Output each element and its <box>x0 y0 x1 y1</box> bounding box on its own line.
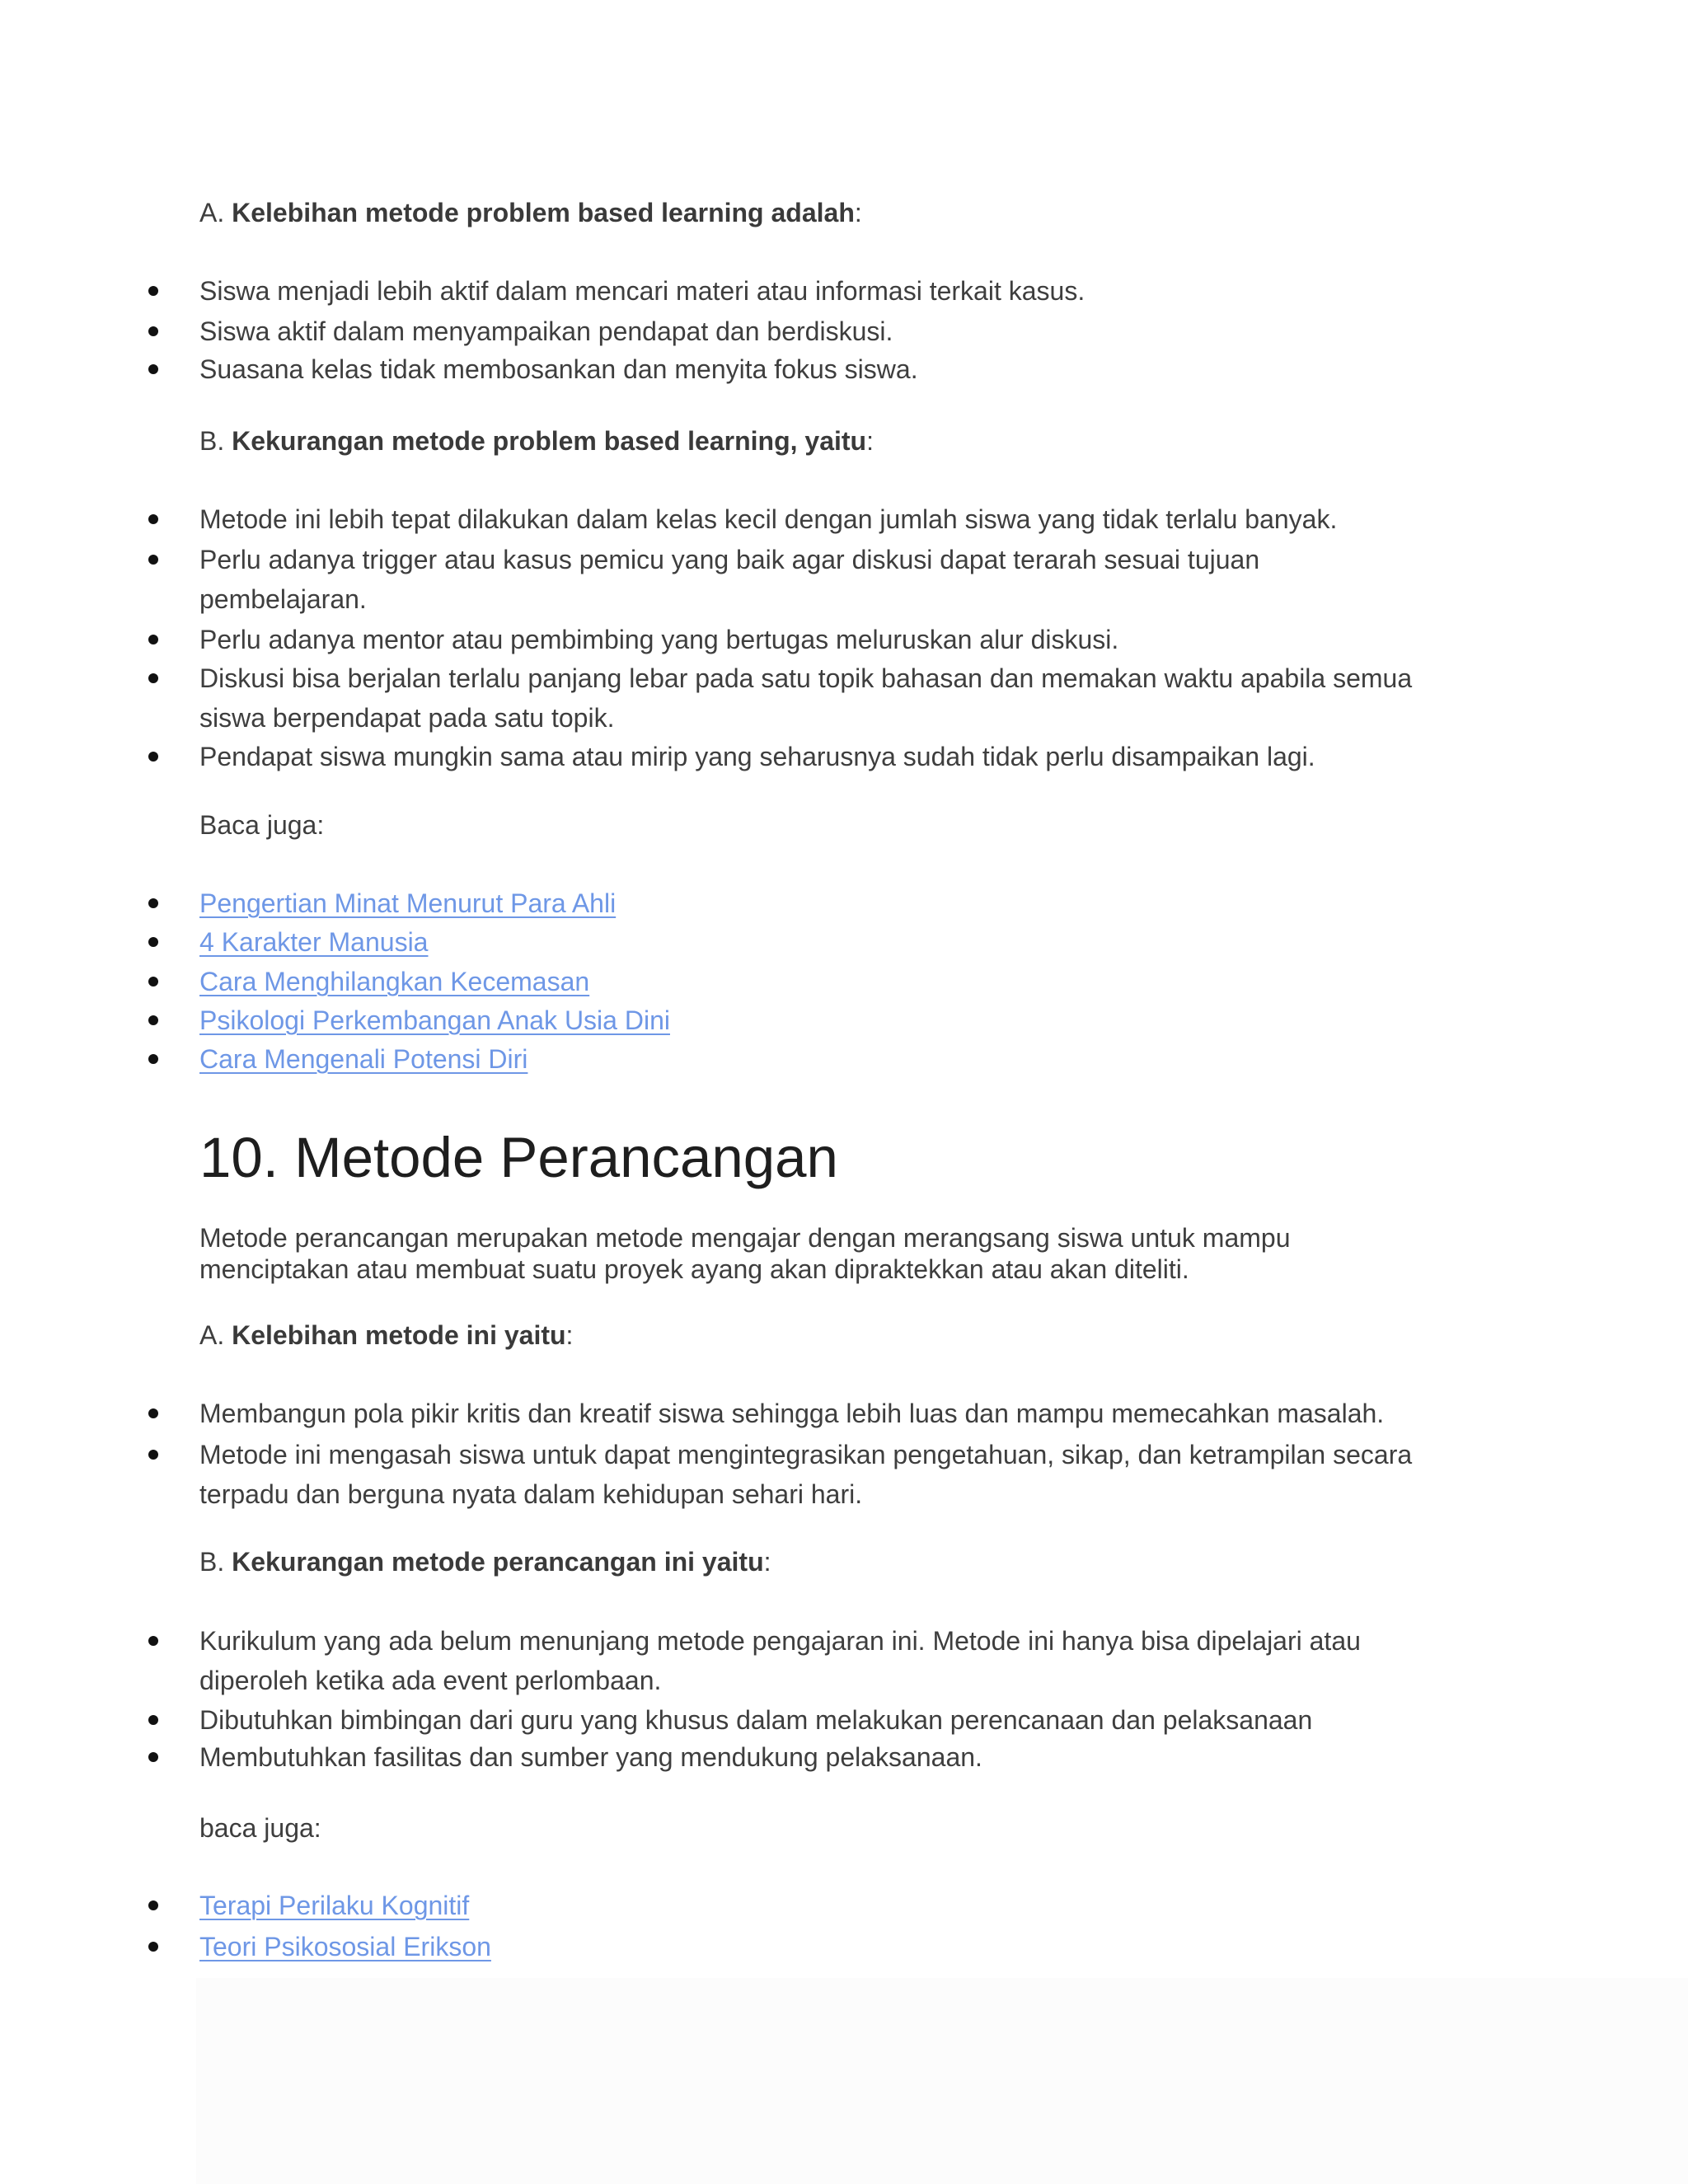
list-item: Perlu adanya trigger atau kasus pemicu yang baik agar diskusi dapat terarah sesuai tujuan pembelajaran. <box>199 545 1260 614</box>
bullet-icon <box>148 752 158 762</box>
list-item: Suasana kelas tidak membosankan dan menyita fokus siswa. <box>199 354 918 384</box>
section-title: Kekurangan metode problem based learning, yaitu <box>232 426 867 456</box>
list-item <box>199 1886 1469 1925</box>
bullet-icon <box>148 1015 158 1025</box>
bullet-icon <box>148 1054 158 1064</box>
bullet-icon <box>148 555 158 565</box>
bullet-icon <box>148 1900 158 1910</box>
section-suffix: : <box>866 426 874 456</box>
pbl-kekurangan-heading <box>199 426 874 457</box>
bullet-icon <box>148 635 158 644</box>
list-item <box>199 883 1469 923</box>
list-item: Metode ini mengasah siswa untuk dapat mengintegrasikan pengetahuan, sikap, dan ketrampilan secara terpadu dan berguna nyata dalam kehidupan sehari hari. <box>199 1440 1413 1509</box>
related-link[interactable]: Teori Psikososial Erikson <box>199 1932 491 1961</box>
list-item <box>199 1001 1469 1040</box>
baca-juga-label: baca juga: <box>199 1813 321 1843</box>
list-item <box>199 1927 1469 1966</box>
list-item: Membutuhkan fasilitas dan sumber yang mendukung pelaksanaan. <box>199 1742 982 1772</box>
related-link[interactable]: Cara Menghilangkan Kecemasan <box>199 967 590 996</box>
bullet-icon <box>148 1450 158 1460</box>
related-link[interactable]: Psikologi Perkembangan Anak Usia Dini <box>199 1005 670 1035</box>
list-item: Membangun pola pikir kritis dan kreatif siswa sehingga lebih luas dan mampu memecahkan masalah. <box>199 1399 1385 1428</box>
bullet-icon <box>148 364 158 374</box>
bullet-icon <box>148 1752 158 1762</box>
related-link[interactable]: Terapi Perilaku Kognitif <box>199 1891 470 1920</box>
bullet-icon <box>148 1942 158 1952</box>
list-item: Kurikulum yang ada belum menunjang metode pengajaran ini. Metode ini hanya bisa dipelajari atau diperoleh ketika ada event perlombaan. <box>199 1626 1361 1695</box>
bullet-icon <box>148 1636 158 1646</box>
list-item: Dibutuhkan bimbingan dari guru yang khusus dalam melakukan perencanaan dan pelaksanaan <box>199 1705 1313 1735</box>
bullet-icon <box>148 898 158 908</box>
list-item <box>199 962 1469 1001</box>
bullet-icon <box>148 1715 158 1725</box>
section-title: Kelebihan metode problem based learning adalah <box>232 198 855 227</box>
bullet-icon <box>148 937 158 947</box>
list-item: Siswa aktif dalam menyampaikan pendapat dan berdiskusi. <box>199 316 893 346</box>
section-prefix: A. <box>199 1320 225 1350</box>
section-title: Kelebihan metode ini yaitu <box>232 1320 566 1350</box>
section-suffix: : <box>565 1320 574 1350</box>
bullet-icon <box>148 977 158 987</box>
baca-juga-label: Baca juga: <box>199 810 325 840</box>
list-item: Diskusi bisa berjalan terlalu panjang lebar pada satu topik bahasan dan memakan waktu apabila semua siswa berpendapat pada satu topik. <box>199 663 1413 733</box>
perancangan-kekurangan-heading <box>199 1547 771 1577</box>
perancangan-kelebihan-heading <box>199 1320 573 1351</box>
section-heading: 10. Metode Perancangan <box>199 1126 838 1189</box>
bullet-icon <box>148 326 158 336</box>
section-suffix: : <box>854 198 862 227</box>
list-item: Metode ini lebih tepat dilakukan dalam kelas kecil dengan jumlah siswa yang tidak terlalu banyak. <box>199 504 1338 534</box>
intro-paragraph: Metode perancangan merupakan metode mengajar dengan merangsang siswa untuk mampu menciptakan atau membuat suatu proyek ayang akan dipraktekkan atau akan diteliti. <box>199 1223 1291 1284</box>
list-item <box>199 1039 1469 1079</box>
bullet-icon <box>148 673 158 683</box>
bullet-icon <box>148 286 158 296</box>
list-item <box>199 922 1469 962</box>
list-item: Pendapat siswa mungkin sama atau mirip yang seharusnya sudah tidak perlu disampaikan lagi. <box>199 742 1315 771</box>
related-link[interactable]: Pengertian Minat Menurut Para Ahli <box>199 888 617 918</box>
bullet-icon <box>148 514 158 524</box>
section-prefix: B. <box>199 426 225 456</box>
list-item: Siswa menjadi lebih aktif dalam mencari materi atau informasi terkait kasus. <box>199 276 1085 306</box>
related-link[interactable]: Cara Mengenali Potensi Diri <box>199 1044 528 1074</box>
section-suffix: : <box>763 1547 771 1577</box>
section-title: Kekurangan metode perancangan ini yaitu <box>232 1547 764 1577</box>
section-prefix: A. <box>199 198 225 227</box>
list-item: Perlu adanya mentor atau pembimbing yang bertugas meluruskan alur diskusi. <box>199 625 1119 654</box>
section-prefix: B. <box>199 1547 225 1577</box>
related-link[interactable]: 4 Karakter Manusia <box>199 927 429 957</box>
pbl-kelebihan-heading <box>199 198 862 228</box>
bullet-icon <box>148 1408 158 1418</box>
